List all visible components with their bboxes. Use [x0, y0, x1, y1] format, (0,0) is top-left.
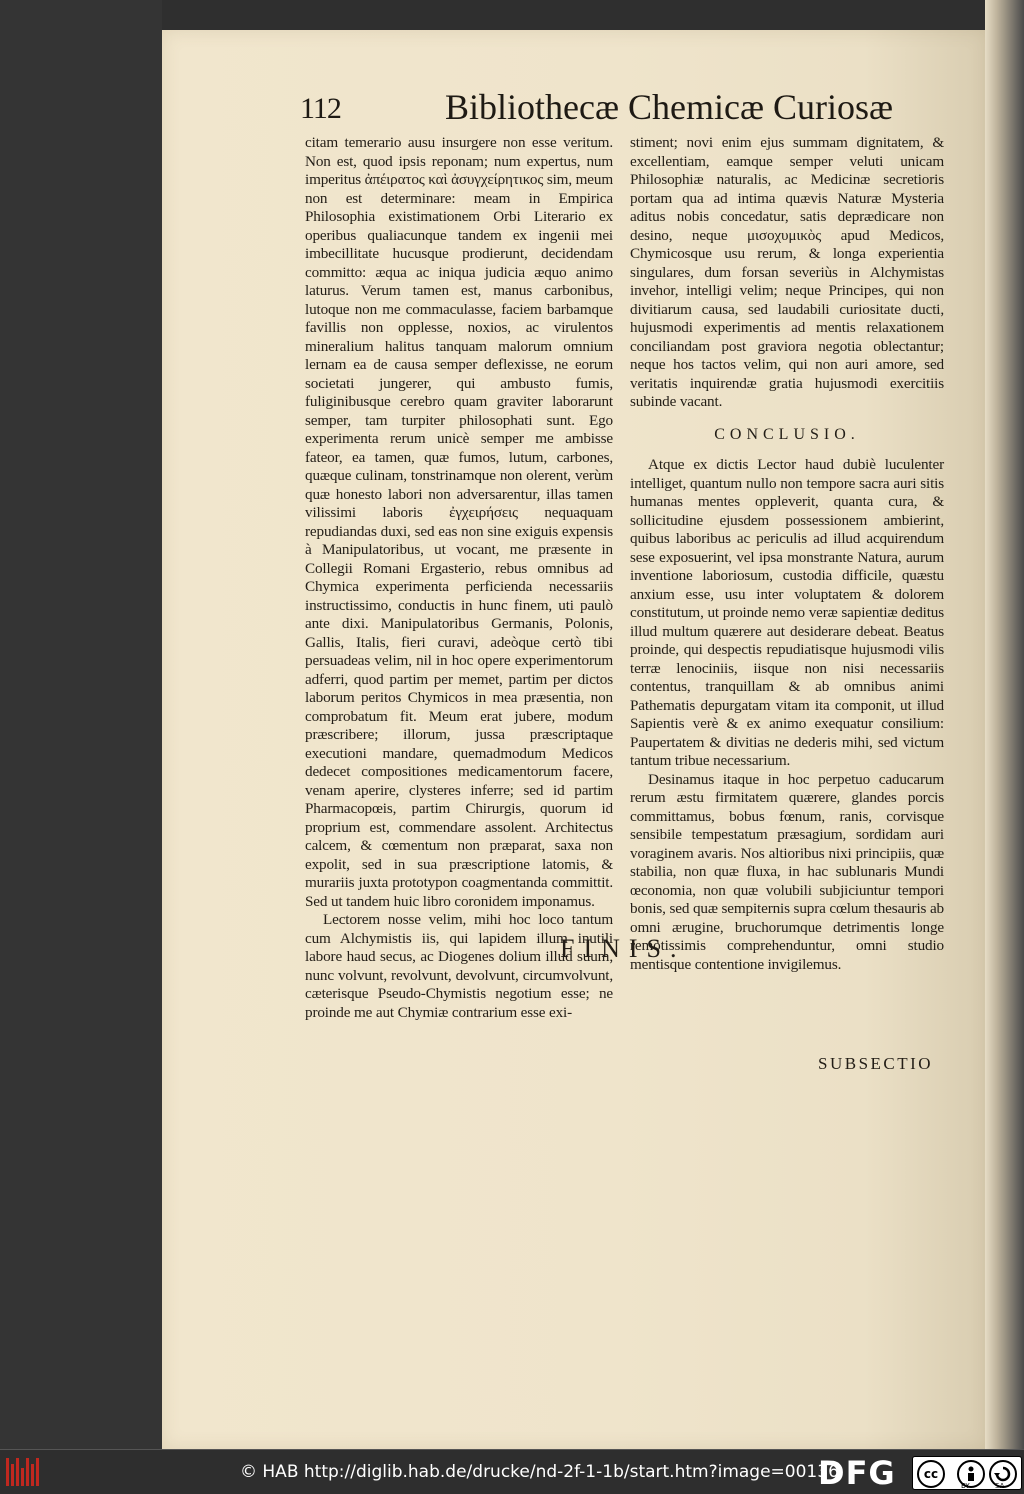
left-paragraph-1: citam temerario ausu insurgere non esse veritum. Non est, quod ipsis reponam; num expertus, num imperitus ἀπέιρατος καὶ ἀσυγχείρητικος sim, meum non est determinare: meam in Empirica Philosophia existimationem Orbi Literario ex operibus qualiacunque tandem ex ingenii mei imbecillitate hucusque prodierunt, decidendam committo: æqua ac iniqua judicia æquo animo laturus. Verum tamen est, manus carbonibus, lutoque non me commaculasse, faciem barbamque favillis non opplesse, noxios, ac virulentos mineralium halitus tanquam malorum omnium lernam ea de causa semper deflexisse, ne eorum societati jungerer, qui ambusto fumis, fuliginibusque cerebro quam graviter laborarunt semper, tam turpiter philosophati sunt. Ego experimenta rerum unicè semper me ambisse fateor, ea tamen, quæ fumos, lutum, carbones, quæque culinam, tonstrinamque non olerent, verùm quæ honesto labori non adversarentur, illas tamen vilissimi laboris ἐγχειρήσεις nequaquam repudiandas duxi, sed eas non sine exiguis expensis à Manipulatoribus, ut vocant, me præsente in Collegii Romani Ergasterio, rebus omnibus ad Chymica experimenta perficienda necessariis instructissimo, conductis in hunc finem, uti paulò ante dixi. Manipulatoribus Germanis, Polonis, Gallis, Italis, fieri curavi, adeòque certò tibi persuadeas velim, nil in hoc opere experimentorum adferri, quod partim per memet, partim per dictos laborum peritos Chymicos in mea præsentia, non comprobatum fit. Meum erat jubere, modum præscribere; illorum, jussa præscriptaque executioni mandare, quemadmodum Medicos dedecet compositiones medicamentorum facere, venam aperire, clysteres inferre; sed id partim Pharmacopœis, partim Chirurgis, quorum id proprium est, commendare assolent. Architectus calcem, & cœmentum non præparat, saxa non expolit, sed in sua præscriptione latomis, & murariis juxta prototypon coagmentanda committit. Sed ut tandem huic libro coronidem imponamus.	[305, 134, 613, 910]
finis-label: FINIS.	[560, 934, 686, 963]
catchword: SUBSECTIO	[818, 1054, 934, 1073]
facing-page-edge	[985, 0, 1024, 1449]
running-title: Bibliothecæ Chemicæ Curiosæ	[445, 87, 893, 127]
right-text-column	[630, 134, 944, 974]
section-heading-conclusio: CONCLUSIO.	[714, 425, 860, 443]
creative-commons-icon: cc	[917, 1460, 945, 1488]
running-head	[300, 86, 950, 134]
cc-license-badge[interactable]	[912, 1456, 1022, 1490]
copyright-link[interactable]: © HAB http://diglib.hab.de/drucke/nd-2f-1-1b/start.htm?image=00136	[240, 1462, 839, 1482]
viewer-footer	[0, 1449, 1024, 1494]
right-paragraph-continuation: stiment; novi enim ejus summam dignitatem, & excellentiam, eamque semper veluti unicam Philosophiæ naturalis, ac Medicinæ secretioris portam qua ad intima quævis Naturæ Mysteria aditus nobis concedatur, satis deprædicare non desino, neque μισοχυμικὸς apud Medicos, Chymicosque usu rerum, & longa experientia singulares, dum forsan severiùs in Alchymistas invehor, intelligi velim; neque Principes, qui non divitiarum causa, sed laudabili curiositate ducti, hujusmodi experimentis ad mentis relaxationem conciliandam post graviora negotia oblectantur; neque hos tactos velim, qui non auri amore, sed veritatis inquirendæ gratia hujusmodi exercitiis subinde vacant.	[630, 134, 944, 410]
right-paragraph-2: Desinamus itaque in hoc perpetuo caducarum rerum æstu firmitatem quærere, glandes porcis committamus, bobus fœnum, ranis, corvisque sensibile tempestatum præsagium, sordidam auri voraginem avaris. Nos altioribus nixi principiis, quæ stabilia, non quæ fluxa, in hac sublunaris Mundi œconomia, non quæ volubili subjiciuntur tempori bonis, sed quæ sempiternis supra cœlum thesauris ab omni ærugine, bruchorumque detrimentis longe remotissimis comprehenduntur, omni studio mentisque contentione invigilemus.	[630, 770, 944, 973]
hab-logo-icon[interactable]	[6, 1458, 40, 1486]
dfg-logo[interactable]: DFG	[818, 1454, 896, 1492]
left-paragraph-2: Lectorem nosse velim, mihi hoc loco tantum cum Alchymistis iis, qui lapidem illum inutili labore haud secus, ac Diogenes dolium illud suum, nunc volvunt, revolvunt, devolvunt, circumvolvunt, cæterisque Pseudo-Chymistis negotium esse; ne proinde me aut Chymiæ contrarium esse exi-	[305, 911, 613, 1021]
by-label: BY	[961, 1482, 970, 1490]
right-paragraph-1: Atque ex dictis Lector haud dubiè luculenter intelliget, quantum nullo non tempore sacra auri sitis humanas mentes oppleverit, quanta cura, & sollicitudine ejusdem possessionem ambierint, quibus laboribus ac periculis ad illud acquirendum sese exposuerint, vel ipsa monstrante Natura, aurum inventione laboriosum, custodia difficile, quæstu anxium esse, usu inter voluptatem & dolorem constitutum, ut proinde nemo veræ sapientiæ deditus illud multum quærere aut desiderare debeat. Beatus proinde, qui despectis repudiatisque hujusmodi vilis terræ lenociniis, iisque non nisi necessariis contentus, tranquillam & ab omnibus animi Pathematis depurgatam vitam ita componit, ut illud Sapientis verè & ex animo exequatur consilium: Paupertatem & divitias ne dederis mihi, sed victum tantum tribue necessarium.	[630, 456, 944, 769]
left-text-column	[305, 134, 613, 1022]
viewer-left-margin	[0, 0, 162, 1449]
page-number: 112	[300, 92, 341, 125]
sa-label: SA	[995, 1482, 1005, 1490]
